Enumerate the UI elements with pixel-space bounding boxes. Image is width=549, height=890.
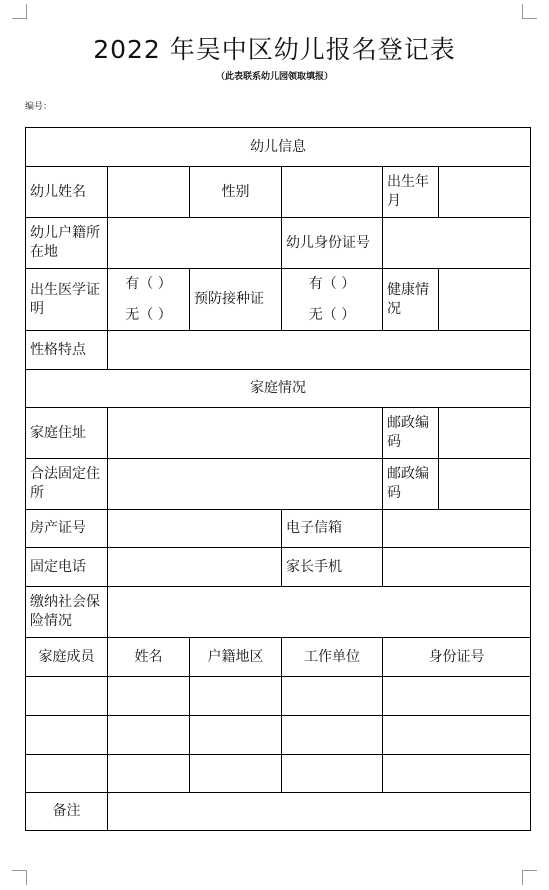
option-yes-vaccination[interactable]: 有（ ） bbox=[308, 275, 356, 292]
input-postal-code[interactable] bbox=[439, 408, 531, 459]
label-birth-cert: 出生医学证明 bbox=[26, 269, 108, 331]
family-cell[interactable] bbox=[190, 716, 282, 755]
family-member-row bbox=[26, 755, 531, 793]
section-header-child-info: 幼儿信息 bbox=[26, 128, 531, 167]
family-table-header-row bbox=[26, 638, 531, 677]
label-property-cert: 房产证号 bbox=[26, 510, 108, 548]
label-health: 健康情况 bbox=[383, 269, 439, 331]
label-home-address: 家庭住址 bbox=[26, 408, 108, 459]
form-row bbox=[26, 331, 531, 370]
family-cell[interactable] bbox=[108, 716, 190, 755]
form-row bbox=[26, 167, 531, 218]
vaccination-cert-options bbox=[282, 269, 383, 331]
registration-form-table bbox=[25, 127, 531, 831]
crop-mark-bottom-right bbox=[522, 870, 537, 885]
input-remarks[interactable] bbox=[108, 793, 531, 831]
input-legal-residence[interactable] bbox=[108, 459, 383, 510]
input-parent-mobile[interactable] bbox=[383, 548, 531, 587]
input-landline[interactable] bbox=[108, 548, 282, 587]
column-header: 家庭成员 bbox=[26, 638, 108, 677]
crop-mark-bottom-left bbox=[12, 870, 27, 885]
label-postal-code: 邮政编码 bbox=[383, 408, 439, 459]
form-row bbox=[26, 510, 531, 548]
input-gender[interactable] bbox=[282, 167, 383, 218]
column-header: 户籍地区 bbox=[190, 638, 282, 677]
form-row bbox=[26, 459, 531, 510]
family-cell[interactable] bbox=[108, 677, 190, 716]
label-gender: 性别 bbox=[190, 167, 282, 218]
family-member-row bbox=[26, 677, 531, 716]
column-header: 身份证号 bbox=[383, 638, 531, 677]
label-vaccination-cert: 预防接种证 bbox=[190, 269, 282, 331]
family-cell[interactable] bbox=[383, 677, 531, 716]
birth-cert-options bbox=[108, 269, 190, 331]
label-email: 电子信箱 bbox=[282, 510, 383, 548]
form-row bbox=[26, 218, 531, 269]
family-cell[interactable] bbox=[282, 716, 383, 755]
option-no-birth-cert[interactable]: 无（ ） bbox=[125, 306, 172, 323]
label-household-location: 幼儿户籍所在地 bbox=[26, 218, 108, 269]
label-id-number: 幼儿身份证号 bbox=[282, 218, 383, 269]
label-remarks: 备注 bbox=[26, 793, 108, 831]
column-header: 姓名 bbox=[108, 638, 190, 677]
input-household-location[interactable] bbox=[108, 218, 282, 269]
column-header: 工作单位 bbox=[282, 638, 383, 677]
input-personality[interactable] bbox=[108, 331, 531, 370]
form-row bbox=[26, 548, 531, 587]
family-cell[interactable] bbox=[383, 755, 531, 793]
page-title: 2022 年吴中区幼儿报名登记表 bbox=[93, 35, 456, 64]
option-no-vaccination[interactable]: 无（ ） bbox=[308, 306, 356, 323]
input-email[interactable] bbox=[383, 510, 531, 548]
section-header-family-info: 家庭情况 bbox=[26, 370, 531, 408]
family-member-row bbox=[26, 716, 531, 755]
form-row bbox=[26, 408, 531, 459]
label-personality: 性格特点 bbox=[26, 331, 108, 370]
family-cell[interactable] bbox=[282, 677, 383, 716]
label-social-insurance: 缴纳社会保险情况 bbox=[26, 587, 108, 638]
family-cell[interactable] bbox=[26, 677, 108, 716]
input-property-cert[interactable] bbox=[108, 510, 282, 548]
label-postal-code: 邮政编码 bbox=[383, 459, 439, 510]
input-postal-code[interactable] bbox=[439, 459, 531, 510]
family-cell[interactable] bbox=[282, 755, 383, 793]
input-home-address[interactable] bbox=[108, 408, 383, 459]
section-row-child-info bbox=[26, 128, 531, 167]
label-child-name: 幼儿姓名 bbox=[26, 167, 108, 218]
family-cell[interactable] bbox=[108, 755, 190, 793]
form-row bbox=[26, 269, 531, 331]
crop-mark-top-right bbox=[522, 4, 537, 19]
family-cell[interactable] bbox=[190, 677, 282, 716]
form-row bbox=[26, 587, 531, 638]
label-landline: 固定电话 bbox=[26, 548, 108, 587]
family-cell[interactable] bbox=[190, 755, 282, 793]
page-subtitle: （此表联系幼儿园领取填报） bbox=[215, 72, 333, 82]
family-cell[interactable] bbox=[26, 716, 108, 755]
label-parent-mobile: 家长手机 bbox=[282, 548, 383, 587]
label-birth-date: 出生年月 bbox=[383, 167, 439, 218]
input-social-insurance[interactable] bbox=[108, 587, 531, 638]
input-health[interactable] bbox=[439, 269, 531, 331]
label-legal-residence: 合法固定住所 bbox=[26, 459, 108, 510]
family-cell[interactable] bbox=[383, 716, 531, 755]
input-child-name[interactable] bbox=[108, 167, 190, 218]
section-row-family-info bbox=[26, 370, 531, 408]
serial-number-label: 编号： bbox=[25, 102, 53, 112]
input-id-number[interactable] bbox=[383, 218, 531, 269]
input-birth-date[interactable] bbox=[439, 167, 531, 218]
form-row bbox=[26, 793, 531, 831]
option-yes-birth-cert[interactable]: 有（ ） bbox=[125, 275, 172, 292]
family-cell[interactable] bbox=[26, 755, 108, 793]
crop-mark-top-left bbox=[12, 4, 27, 19]
